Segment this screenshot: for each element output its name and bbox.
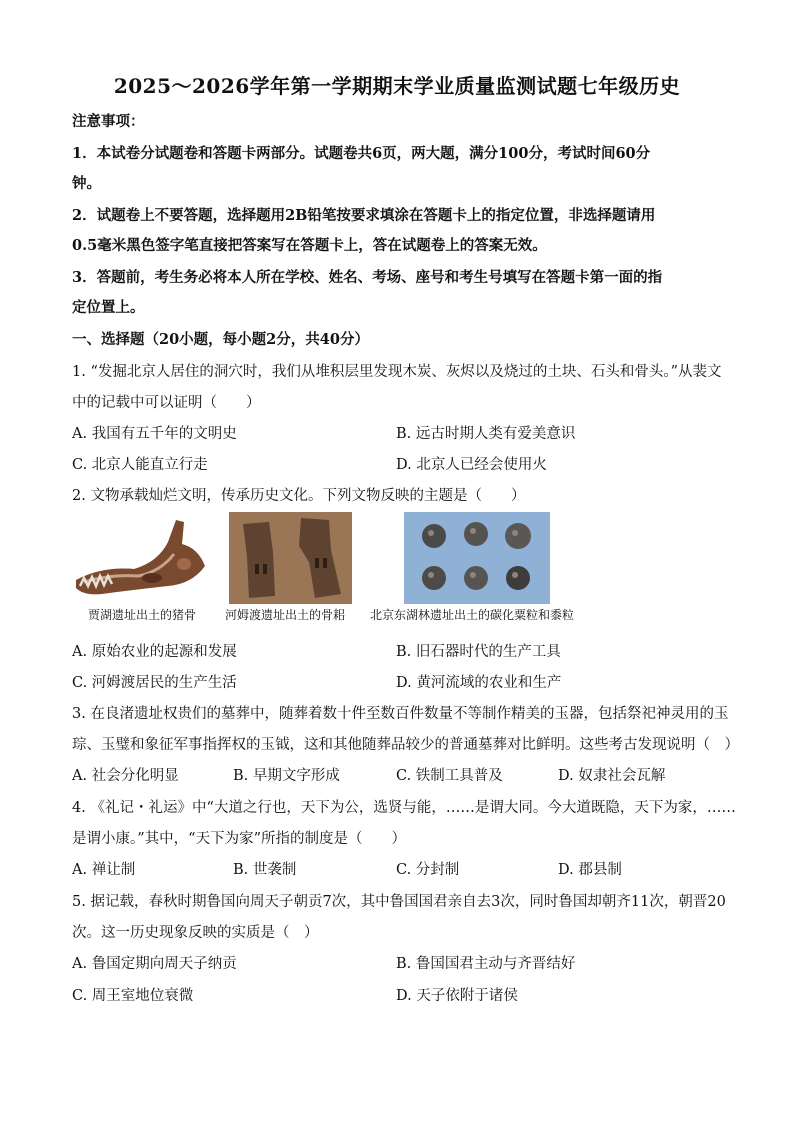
question-5-option-c: C. 周王室地位衰微	[72, 988, 194, 1004]
caption-bone-spade: 河姆渡遗址出土的骨耜	[225, 608, 346, 622]
question-1-option-a: A. 我国有五千年的文明史	[72, 426, 237, 442]
caption-pig-bone: 贾湖遗址出土的猪骨	[88, 608, 197, 622]
question-2-option-a: A. 原始农业的起源和发展	[72, 644, 237, 660]
notice-line-1a: 1．本试卷分试题卷和答题卡两部分。试题卷共6页，两大题，满分100分，考试时间60分	[72, 145, 651, 162]
notice-line-1b: 钟。	[72, 175, 101, 192]
question-2-option-b: B. 旧石器时代的生产工具	[396, 644, 561, 660]
notice-heading: 注意事项：	[72, 113, 145, 130]
question-2-option-d: D. 黄河流域的农业和生产	[396, 675, 562, 691]
question-5-stem-b: 次。这一历史现象反映的实质是（ ）	[72, 925, 319, 941]
notice-line-2a: 2．试题卷上不要答题，选择题用2B铅笔按要求填涂在答题卡上的指定位置，非选择题请用	[72, 207, 656, 224]
question-1-stem-b: 中的记载中可以证明（ ）	[72, 395, 261, 411]
question-1-option-b: B. 远古时期人类有爱美意识	[396, 426, 576, 442]
question-4-stem-b: 是谓小康。”其中，“天下为家”所指的制度是（ ）	[72, 831, 406, 847]
notice-line-3b: 定位置上。	[72, 299, 145, 316]
caption-grains: 北京东湖林遗址出土的碳化粟粒和黍粒	[370, 608, 575, 622]
pig-bone-image	[72, 514, 207, 602]
question-4-option-a: A. 禅让制	[72, 862, 136, 878]
question-3-option-a: A. 社会分化明显	[72, 768, 179, 784]
question-5-option-d: D. 天子依附于诸侯	[396, 988, 518, 1004]
question-4-stem-a: 4. 《礼记・礼运》中“大道之行也，天下为公，选贤与能，……是谓大同。今大道既隐，天下为家，……	[72, 800, 736, 816]
notice-line-2b: 0.5毫米黑色签字笔直接把答案写在答题卡上，答在试题卷上的答案无效。	[72, 237, 547, 254]
section-heading: 一、选择题（20小题，每小题2分，共40分）	[72, 331, 369, 348]
question-4-option-c: C. 分封制	[396, 862, 460, 878]
question-5-stem-a: 5. 据记载，春秋时期鲁国向周天子朝贡7次，其中鲁国国君亲自去3次，同时鲁国却朝齐11次，朝晋20	[72, 894, 726, 910]
question-3-stem-b: 琮、玉璧和象征军事指挥权的玉钺，这和其他随葬品较少的普通墓葬对比鲜明。这些考古发现说明（ ）	[72, 737, 739, 753]
question-2-option-c: C. 河姆渡居民的生产生活	[72, 675, 237, 691]
question-4-option-b: B. 世袭制	[233, 862, 297, 878]
carbonized-grains-image	[404, 512, 550, 604]
question-3-stem-a: 3. 在良渚遗址权贵们的墓葬中，随葬着数十件至数百件数量不等制作精美的玉器，包括祭祀神灵用的玉	[72, 706, 729, 722]
question-5-option-b: B. 鲁国国君主动与齐晋结好	[396, 956, 576, 972]
question-3-option-d: D. 奴隶社会瓦解	[558, 768, 666, 784]
question-3-option-c: C. 铁制工具普及	[396, 768, 503, 784]
notice-line-3a: 3．答题前，考生务必将本人所在学校、姓名、考场、座号和考生号填写在答题卡第一面的指	[72, 269, 663, 286]
question-2-stem: 2. 文物承载灿烂文明，传承历史文化。下列文物反映的主题是（ ）	[72, 488, 526, 504]
question-4-option-d: D. 郡县制	[558, 862, 622, 878]
question-1-stem-a: 1. “发掘北京人居住的洞穴时，我们从堆积层里发现木炭、灰烬以及烧过的土块、石头和骨头。”从裴文	[72, 364, 722, 380]
question-1-option-d: D. 北京人已经会使用火	[396, 457, 547, 473]
question-3-option-b: B. 早期文字形成	[233, 768, 340, 784]
page-title: 2025～2026学年第一学期期末学业质量监测试题七年级历史	[113, 74, 681, 98]
question-1-option-c: C. 北京人能直立行走	[72, 457, 208, 473]
bone-spade-image	[229, 512, 352, 604]
question-5-option-a: A. 鲁国定期向周天子纳贡	[72, 956, 237, 972]
